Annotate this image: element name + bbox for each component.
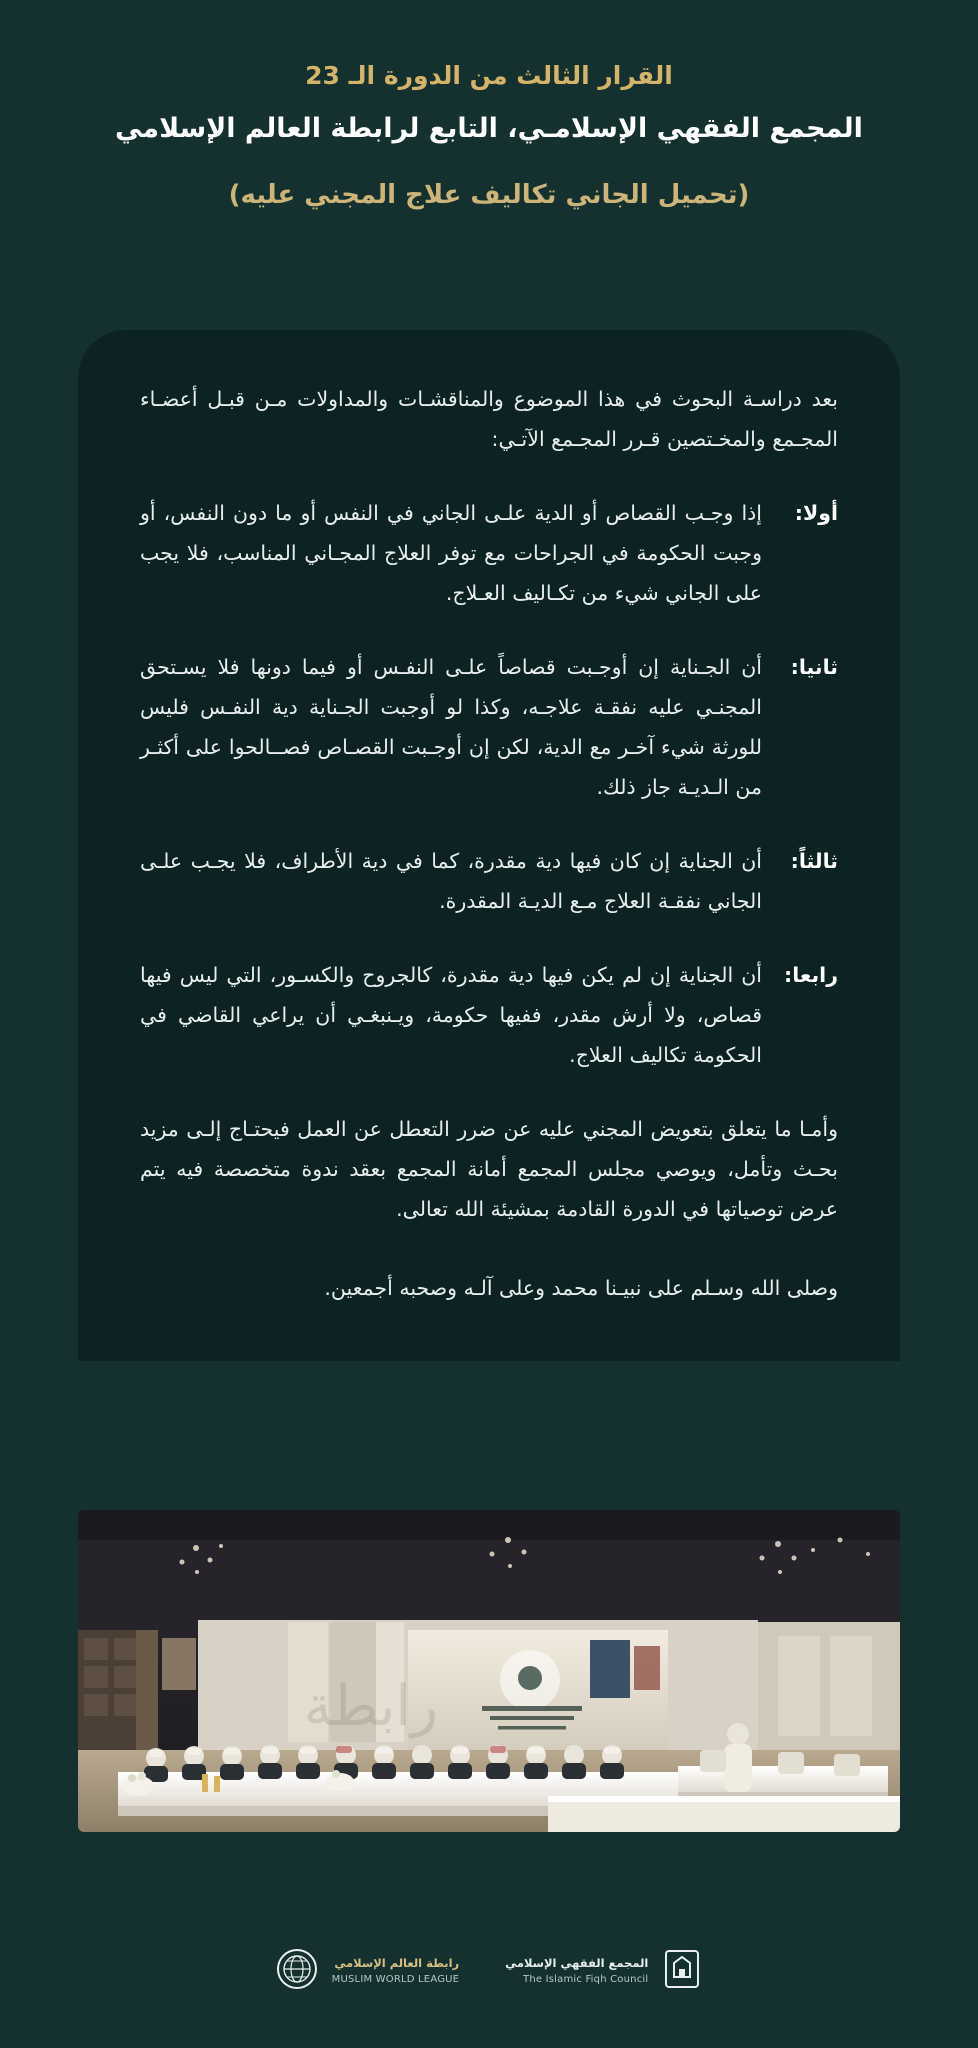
clause-label: ثانيا: bbox=[790, 654, 838, 679]
page-title: المجمع الفقهي الإسلامـي، التابع لرابطة العالم الإسلامي bbox=[115, 113, 863, 144]
footer bbox=[0, 1946, 978, 1996]
fiqh-council-icon bbox=[660, 1947, 704, 1995]
clause-item bbox=[140, 956, 838, 1076]
fiqh-council-name-ar: المجمع الفقهي الإسلامي bbox=[505, 1955, 649, 1970]
clause-text: إذا وجـب القصاص أو الدية علـى الجاني في النفس أو ما دون النفس، أو وجبت الحكومة في الجراحات مع توفر العلاج المجـاني المناسب، فلا يجب على الجاني شيء من تكـاليف العـلاج. bbox=[140, 500, 762, 605]
page-subtitle: (تحميل الجاني تكاليف علاج المجني عليه) bbox=[228, 179, 750, 210]
mwl-name-en: MUSLIM WORLD LEAGUE bbox=[331, 1974, 460, 1986]
clause-label: ثالثاً: bbox=[790, 848, 838, 873]
header bbox=[0, 0, 978, 215]
mwl-logo-block bbox=[274, 1946, 460, 1996]
clause-item bbox=[140, 494, 838, 614]
clause-item bbox=[140, 842, 838, 922]
header-kicker: القرار الثالث من الدورة الـ 23 bbox=[305, 61, 673, 90]
conference-photo bbox=[78, 1510, 900, 1832]
clause-item bbox=[140, 648, 838, 808]
resolution-card bbox=[78, 330, 900, 1361]
clause-text: أن الجناية إن كان فيها دية مقدرة، كما في دية الأطراف، فلا يجـب علـى الجاني نفقـة العلاج مـع الديـة المقدرة. bbox=[140, 848, 762, 913]
mwl-name-ar: رابطة العالم الإسلامي bbox=[334, 1955, 460, 1970]
clause-label: رابعا: bbox=[784, 962, 838, 987]
clause-label: أولا: bbox=[794, 500, 838, 525]
intro-paragraph: بعد دراسـة البحوث في هذا الموضوع والمناقشـات والمداولات مـن قبـل أعضـاء المجـمع والمخـتصين قـرر المجـمع الآتـي: bbox=[140, 387, 838, 451]
svg-text:رابطة: رابطة bbox=[303, 1674, 438, 1739]
mwl-globe-icon bbox=[274, 1946, 320, 1996]
fiqh-council-logo-block bbox=[505, 1947, 704, 1995]
clause-text: أن الجـناية إن أوجـبت قصاصاً علـى النفـس أو فيما دونها فلا يسـتحق المجنـي عليه نفقـة علاجـه، وكذا لو أوجبت الجـناية دية النفـس فليس للورثة شيء آخـر مع الدية، لكن إن أوجـبت القصـاص فصــالحوا على أكثـر من الـديـة جاز ذلك. bbox=[140, 654, 762, 799]
fiqh-council-name-en: The Islamic Fiqh Council bbox=[523, 1974, 649, 1986]
salutation-line: وصلى الله وسـلم على نبيـنا محمد وعلى آلـه وصحبه أجمعين. bbox=[324, 1276, 838, 1301]
closing-paragraph: وأمـا ما يتعلق بتعويض المجني عليه عن ضرر التعطل عن العمل فيحتـاج إلـى مزيد بحـث وتأمل، ويوصي مجلس المجمع أمانة المجمع بعقد ندوة متخصصة فيه يتم عرض توصياتها في الدورة القادمة بمشيئة الله تعالى. bbox=[140, 1116, 838, 1221]
clause-text: أن الجناية إن لم يكن فيها دية مقدرة، كالجروح والكسـور، التي ليس فيها قصاص، ولا أرش مقدر، ففيها حكومة، ويـنبغـي أن يراعي القاضي في الحكومة تكاليف العلاج. bbox=[140, 962, 762, 1067]
